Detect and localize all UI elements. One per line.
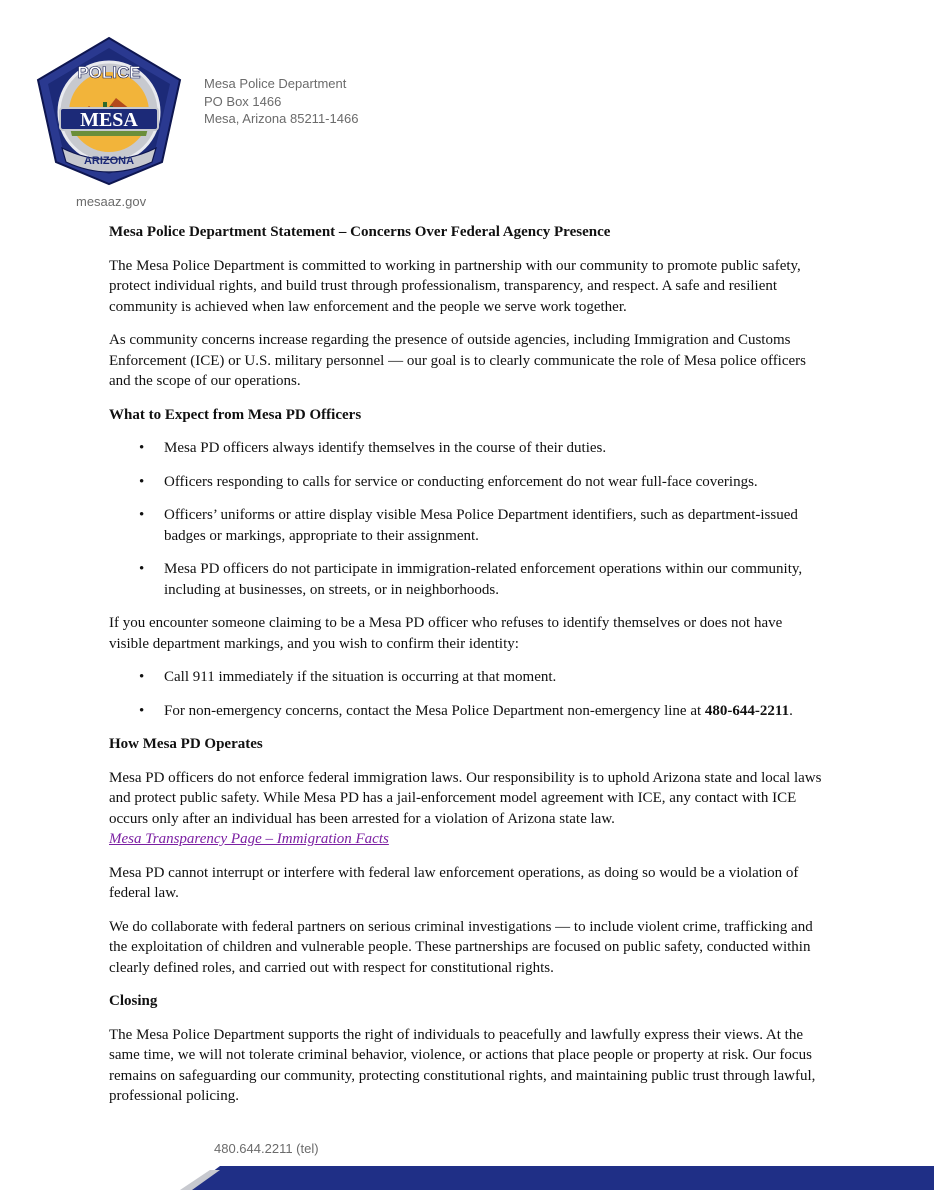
statement-body [109, 222, 825, 1120]
list-item: • Mesa PD officers always identify themselves in the course of their duties. [164, 438, 825, 459]
expectations-list [109, 438, 825, 600]
department-name: Mesa Police Department [204, 76, 347, 91]
statement-title: Mesa Police Department Statement – Concerns Over Federal Agency Presence [109, 224, 611, 240]
address-line-2: Mesa, Arizona 85211-1466 [204, 111, 359, 126]
operations-paragraph-1 [109, 768, 825, 850]
list-item: • Mesa PD officers do not participate in immigration-related enforcement operations within our community, including at businesses, on streets, or in neighborhoods. [164, 559, 825, 600]
mesa-police-badge-logo [34, 36, 184, 186]
badge-word-mesa: MESA [80, 109, 138, 131]
transparency-page-link[interactable]: Mesa Transparency Page – Immigration Facts [109, 831, 389, 847]
non-emergency-text: For non-emergency concerns, contact the Mesa Police Department non-emergency line at [164, 702, 705, 719]
website-text: mesaaz.gov [76, 194, 147, 209]
operations-paragraph-1-text: Mesa PD officers do not enforce federal immigration laws. Our responsibility is to uphold Arizona state and local laws and protect public safety. While Mesa PD has a jail-enforcement model agreement with ICE, any contact with ICE occurs only after an individual has been arrested for a violation of Arizona state law. [109, 769, 822, 827]
list-item: • Officers’ uniforms or attire display visible Mesa Police Department identifiers, such as department-issued badges or markings, appropriate to their assignment. [164, 505, 825, 546]
operations-paragraph-3: We do collaborate with federal partners on serious criminal investigations — to include violent crime, trafficking and the exploitation of children and vulnerable people. These partnerships are focused on public safety, conducted within clearly defined roles, and carried out with respect for constitutional rights. [109, 918, 813, 976]
operations-paragraph-2: Mesa PD cannot interrupt or interfere with federal law enforcement operations, as doing so would be a violation of federal law. [109, 864, 799, 901]
intro-paragraph-2: As community concerns increase regarding the presence of outside agencies, including Immigration and Customs Enforcement (ICE) or U.S. military personnel — our goal is to clearly communicate the role of Mesa police officers and the scope of our operations. [109, 332, 807, 389]
closing-paragraph: The Mesa Police Department supports the right of individuals to peacefully and lawfully express their views. At the same time, we will not tolerate criminal behavior, violence, or actions that place people or property at risk. Our focus remains on safeguarding our community, protecting constitutional rights, and maintaining public trust through lawful, professional policing. [109, 1026, 816, 1104]
footer-bar-decoration [180, 1166, 934, 1190]
section-heading-expectations: What to Expect from Mesa PD Officers [109, 406, 362, 423]
list-item-non-emergency [164, 701, 825, 722]
footer-telephone: 480.644.2211 (tel) [214, 1141, 319, 1156]
identify-paragraph: If you encounter someone claiming to be a Mesa PD officer who refuses to identify themselves or does not have visible department markings, and you wish to confirm their identity: [109, 615, 783, 652]
list-item: • Officers responding to calls for service or conducting enforcement do not wear full-face coverings. [164, 472, 825, 493]
section-heading-operations: How Mesa PD Operates [109, 736, 263, 752]
non-emergency-phone: 480-644-2211 [704, 702, 790, 719]
non-emergency-end: . [789, 702, 793, 719]
list-item: • Call 911 immediately if the situation is occurring at that moment. [164, 667, 825, 688]
badge-word-police: POLICE [77, 63, 141, 82]
intro-paragraph-1: The Mesa Police Department is committed to working in partnership with our community to promote public safety, protect individual rights, and build trust through professionalism, transparency, and respect. A safe and resilient community is achieved when law enforcement and the people we serve work together. [109, 257, 801, 315]
section-heading-closing: Closing [109, 993, 158, 1009]
letterhead-address [204, 75, 358, 128]
address-line-1: PO Box 1466 [204, 93, 282, 109]
identify-list [109, 667, 825, 721]
badge-word-arizona: ARIZONA [83, 155, 135, 167]
